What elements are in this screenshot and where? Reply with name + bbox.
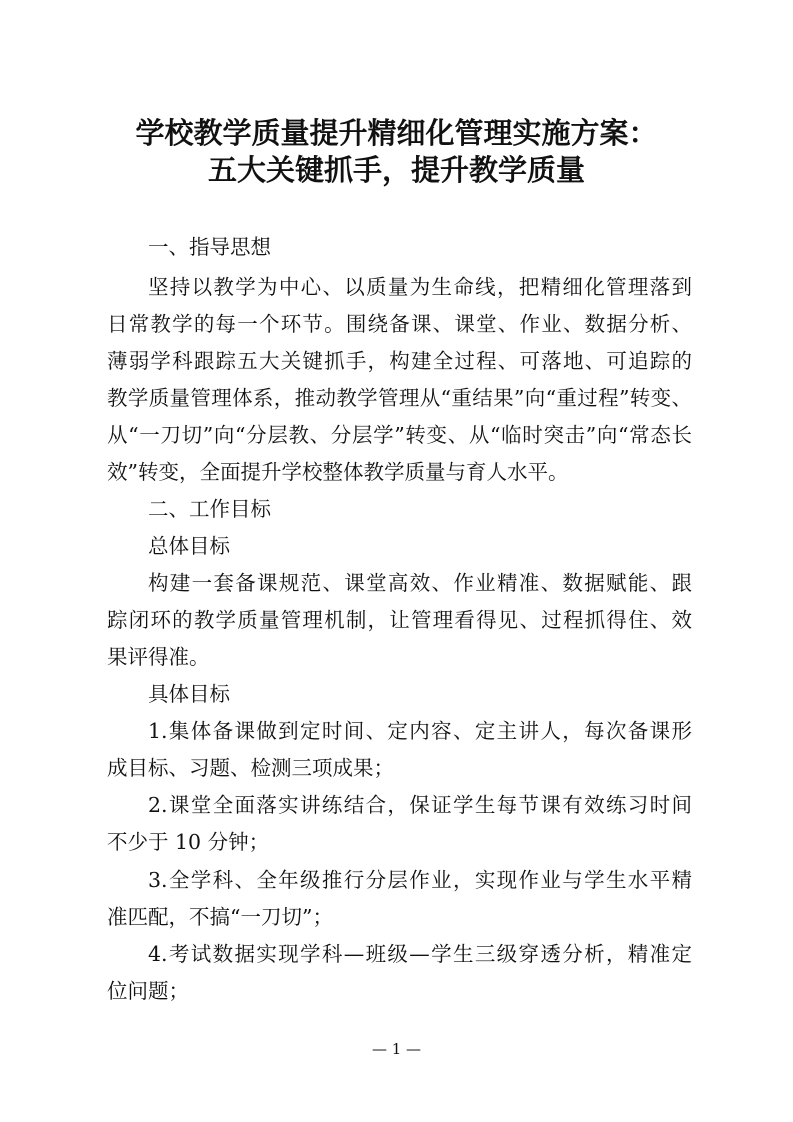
section-heading: 二、工作目标: [148, 497, 271, 521]
goal-item-line: 准匹配，不搞“一刀切”；: [107, 905, 333, 929]
goal-item-line: 成目标、习题、检测三项成果；: [107, 756, 394, 780]
document-title-line-2: 五大关键抓手，提升教学质量: [207, 153, 585, 187]
goal-item-line: 2.课堂全面落实讲练结合，保证学生每节课有效练习时间: [148, 793, 692, 817]
document-title-line-1: 学校教学质量提升精细化管理实施方案：: [135, 116, 658, 150]
paragraph-line: 踪闭环的教学质量管理机制，让管理看得见、过程抓得住、效: [107, 608, 692, 632]
goal-item-line: 不少于 10 分钟；: [107, 830, 270, 854]
paragraph-line: 从“一刀切”向“分层教、分层学”转变、从“临时突击”向“常态长: [107, 423, 692, 447]
goal-item-line: 1.集体备课做到定时间、定内容、定主讲人，每次备课形: [148, 719, 692, 743]
paragraph-line: 效”转变，全面提升学校整体教学质量与育人水平。: [107, 460, 569, 484]
subheading: 具体目标: [148, 682, 230, 706]
goal-item-line: 位问题；: [107, 979, 189, 1003]
paragraph-line: 薄弱学科跟踪五大关键抓手，构建全过程、可落地、可追踪的: [107, 349, 692, 373]
goal-item-line: 4.考试数据实现学科—班级—学生三级穿透分析，精准定: [148, 942, 692, 966]
paragraph-line: 教学质量管理体系，推动教学管理从“重结果”向“重过程”转变、: [107, 386, 692, 410]
paragraph-line: 日常教学的每一个环节。围绕备课、课堂、作业、数据分析、: [107, 312, 692, 336]
paragraph-line: 坚持以教学为中心、以质量为生命线，把精细化管理落到: [148, 275, 692, 299]
goal-item-line: 3.全学科、全年级推行分层作业，实现作业与学生水平精: [148, 868, 692, 892]
subheading: 总体目标: [148, 534, 230, 558]
section-heading: 一、指导思想: [148, 235, 271, 259]
paragraph-line: 果评得准。: [107, 645, 210, 669]
paragraph-line: 构建一套备课规范、课堂高效、作业精准、数据赋能、跟: [148, 571, 692, 595]
page-number: — 1 —: [371, 1040, 422, 1058]
